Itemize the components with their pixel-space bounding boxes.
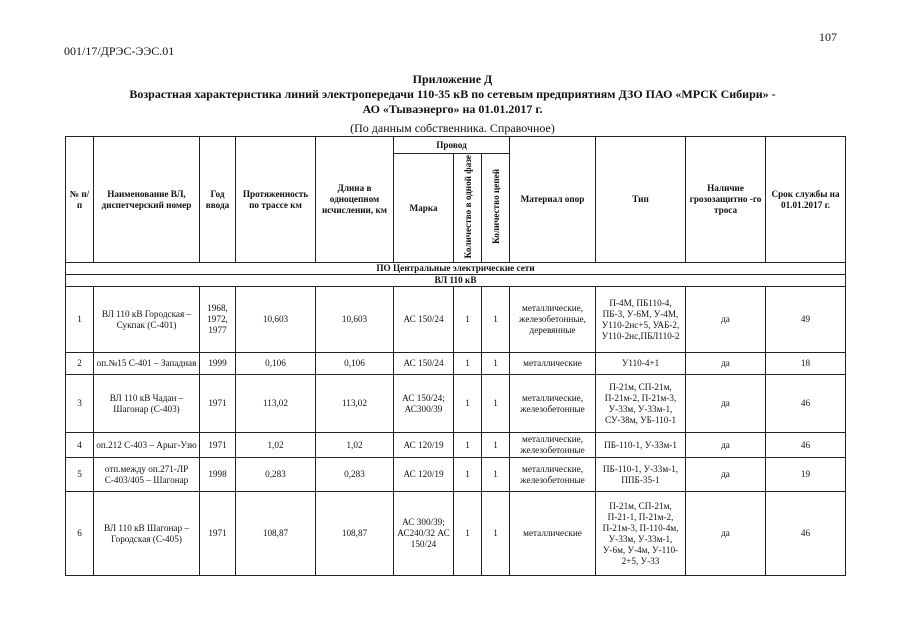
cell-ground-wire: да xyxy=(686,375,766,433)
cell-phase: 1 xyxy=(454,353,482,375)
cell-circuits: 1 xyxy=(482,492,510,576)
cell-circuits: 1 xyxy=(482,287,510,353)
cell-name: ВЛ 110 кВ Шагонар – Городская (С-405) xyxy=(94,492,200,576)
cell-circuits: 1 xyxy=(482,353,510,375)
cell-single: 10,603 xyxy=(316,287,394,353)
header-phase-count xyxy=(454,154,482,263)
cell-life: 46 xyxy=(766,375,846,433)
cell-life: 46 xyxy=(766,433,846,458)
header-length-single: Длина в одноцепном исчислении, км xyxy=(316,137,394,263)
title-line-1: Возрастная характеристика линий электропередачи 110-35 кВ по сетевым предприятиям ДЗО ПАО «МРСК Сибири» - xyxy=(129,87,776,101)
cell-ground-wire: да xyxy=(686,458,766,492)
cell-year: 1999 xyxy=(200,353,236,375)
table-row xyxy=(66,287,846,353)
cell-route: 1,02 xyxy=(236,433,316,458)
title-line-2: АО «Тываэнерго» на 01.01.2017 г. xyxy=(362,102,543,116)
cell-type: ПБ-110-1, У-33м-1, ППБ-35-1 xyxy=(596,458,686,492)
cell-num: 1 xyxy=(66,287,94,353)
cell-phase: 1 xyxy=(454,458,482,492)
cell-material: металлические, железобетонные xyxy=(510,458,596,492)
cell-single: 108,87 xyxy=(316,492,394,576)
cell-type: У110-4+1 xyxy=(596,353,686,375)
cell-life: 46 xyxy=(766,492,846,576)
cell-route: 113,02 xyxy=(236,375,316,433)
header-type: Тип xyxy=(596,137,686,263)
cell-circuits: 1 xyxy=(482,375,510,433)
cell-num: 2 xyxy=(66,353,94,375)
header-service-life: Срок службы на 01.01.2017 г. xyxy=(766,137,846,263)
cell-type: П-21м, СП-21м, П-21м-2, П-21м-3, У-33м, У-33м-1, СУ-38м, УБ-110-1 xyxy=(596,375,686,433)
cell-material: металлические, железобетонные xyxy=(510,433,596,458)
header-year: Год ввода xyxy=(200,137,236,263)
cell-material: металлические xyxy=(510,492,596,576)
cell-type: П-21м, СП-21м, П-21-1, П-21м-2, П-21м-3, П-110-4м, У-33м, У-33м-1, У-6м, У-4м, У-110-2+5, У-33 xyxy=(596,492,686,576)
table-row xyxy=(66,492,846,576)
cell-circuits: 1 xyxy=(482,458,510,492)
table-row xyxy=(66,433,846,458)
cell-num: 4 xyxy=(66,433,94,458)
cell-single: 0,283 xyxy=(316,458,394,492)
cell-route: 0,106 xyxy=(236,353,316,375)
cell-mark: АС 150/24; АС300/39 xyxy=(394,375,454,433)
header-phase-count-text: Количество в одной фазе xyxy=(462,155,473,259)
cell-mark: АС 120/19 xyxy=(394,458,454,492)
cell-route: 108,87 xyxy=(236,492,316,576)
cell-name: отп.между оп.271-ЛР С-403/405 – Шагонар xyxy=(94,458,200,492)
table-row xyxy=(66,458,846,492)
cell-ground-wire: да xyxy=(686,433,766,458)
cell-name: оп.№15 С-401 – Западная xyxy=(94,353,200,375)
header-name: Наименование ВЛ, диспетчерский номер xyxy=(94,137,200,263)
cell-name: ВЛ 110 кВ Городская – Сукпак (С-401) xyxy=(94,287,200,353)
cell-year: 1998 xyxy=(200,458,236,492)
cell-mark: АС 150/24 xyxy=(394,353,454,375)
cell-route: 0,283 xyxy=(236,458,316,492)
source-note: (По данным собственника. Справочное) xyxy=(350,121,555,135)
appendix-title: Приложение Д xyxy=(412,72,493,86)
cell-year: 1968, 1972, 1977 xyxy=(200,287,236,353)
header-wire-group: Провод xyxy=(394,137,510,154)
lines-age-table xyxy=(65,136,846,576)
cell-mark: АС 150/24 xyxy=(394,287,454,353)
cell-material: металлические, железобетонные, деревянные xyxy=(510,287,596,353)
header-circuit-count-text: Количество цепей xyxy=(490,169,501,245)
header-length-route: Протяженность по трассе км xyxy=(236,137,316,263)
cell-circuits: 1 xyxy=(482,433,510,458)
cell-single: 113,02 xyxy=(316,375,394,433)
cell-single: 0,106 xyxy=(316,353,394,375)
header-mark: Марка xyxy=(394,154,454,263)
document-code: 001/17/ДРЭС-ЭЭС.01 xyxy=(64,44,175,58)
cell-ground-wire: да xyxy=(686,353,766,375)
cell-num: 3 xyxy=(66,375,94,433)
cell-phase: 1 xyxy=(454,492,482,576)
header-support-material: Материал опор xyxy=(510,137,596,263)
cell-ground-wire: да xyxy=(686,287,766,353)
cell-year: 1971 xyxy=(200,492,236,576)
cell-ground-wire: да xyxy=(686,492,766,576)
cell-name: оп.212 С-403 – Арыг-Узю xyxy=(94,433,200,458)
cell-life: 49 xyxy=(766,287,846,353)
header-ground-wire: Наличие грозозащитно -го троса xyxy=(686,137,766,263)
cell-life: 19 xyxy=(766,458,846,492)
cell-material: металлические, железобетонные xyxy=(510,375,596,433)
cell-phase: 1 xyxy=(454,433,482,458)
section-label: ВЛ 110 кВ xyxy=(66,275,846,287)
cell-mark: АС 120/19 xyxy=(394,433,454,458)
cell-single: 1,02 xyxy=(316,433,394,458)
network-label: ПО Центральные электрические сети xyxy=(66,263,846,275)
cell-year: 1971 xyxy=(200,375,236,433)
cell-num: 6 xyxy=(66,492,94,576)
cell-phase: 1 xyxy=(454,375,482,433)
table-row xyxy=(66,375,846,433)
table-row xyxy=(66,353,846,375)
cell-phase: 1 xyxy=(454,287,482,353)
cell-year: 1971 xyxy=(200,433,236,458)
cell-type: ПБ-110-1, У-33м-1 xyxy=(596,433,686,458)
cell-material: металлические xyxy=(510,353,596,375)
cell-type: П-4М, ПБ110-4, ПБ-3, У-6М, У-4М, У110-2нс+5, УАБ-2, У110-2нс,ПБЛ110-2 xyxy=(596,287,686,353)
header-num: № п/п xyxy=(66,137,94,263)
cell-num: 5 xyxy=(66,458,94,492)
cell-mark: АС 300/39; АС240/32 АС 150/24 xyxy=(394,492,454,576)
heading xyxy=(0,72,905,117)
cell-name: ВЛ 110 кВ Чадан – Шагонар (С-403) xyxy=(94,375,200,433)
header-circuit-count xyxy=(482,154,510,263)
cell-route: 10,603 xyxy=(236,287,316,353)
cell-life: 18 xyxy=(766,353,846,375)
page-number: 107 xyxy=(819,30,837,44)
